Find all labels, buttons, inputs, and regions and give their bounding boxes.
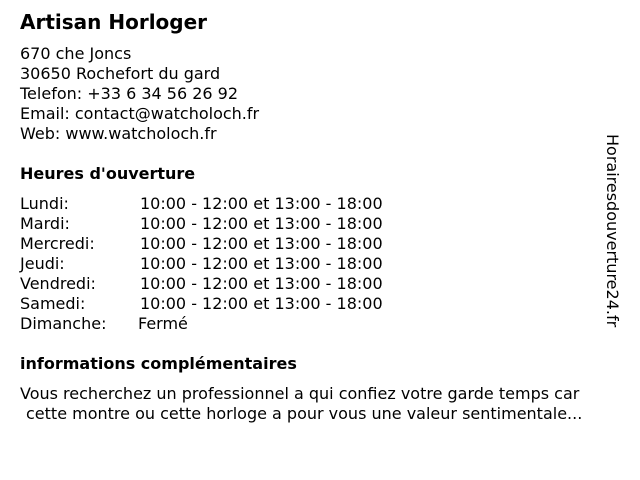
- hours-heading: Heures d'ouverture: [20, 164, 196, 183]
- watermark: [600, 134, 640, 354]
- info-line-1: Vous recherchez un professionnel a qui confiez votre garde temps car: [20, 384, 580, 403]
- day-hours: 10:00 - 12:00 et 13:00 - 18:00: [140, 234, 383, 253]
- info-heading: informations complémentaires: [20, 354, 297, 373]
- address-line-2: 30650 Rochefort du gard: [20, 64, 221, 83]
- watermark-text: Horairesdouverture24.fr: [603, 134, 622, 328]
- web-text: Web: www.watcholoch.fr: [20, 124, 217, 143]
- day-label: Dimanche:: [20, 314, 107, 333]
- day-hours: 10:00 - 12:00 et 13:00 - 18:00: [140, 214, 383, 233]
- day-hours: Fermé: [138, 314, 188, 333]
- info-line-2: cette montre ou cette horloge a pour vous une valeur sentimentale...: [26, 404, 583, 423]
- day-label: Jeudi:: [20, 254, 65, 273]
- business-name: Artisan Horloger: [20, 10, 208, 34]
- day-hours: 10:00 - 12:00 et 13:00 - 18:00: [140, 274, 383, 293]
- day-label: Mercredi:: [20, 234, 95, 253]
- day-hours: 10:00 - 12:00 et 13:00 - 18:00: [140, 294, 383, 313]
- day-hours: 10:00 - 12:00 et 13:00 - 18:00: [140, 194, 383, 213]
- info-description: [20, 384, 632, 424]
- day-label: Mardi:: [20, 214, 70, 233]
- email-text: Email: contact@watcholoch.fr: [20, 104, 260, 123]
- day-label: Lundi:: [20, 194, 69, 213]
- address-line-1: 670 che Joncs: [20, 44, 132, 63]
- phone-text: Telefon: +33 6 34 56 26 92: [20, 84, 239, 103]
- day-label: Samedi:: [20, 294, 86, 313]
- contact-block: [20, 44, 259, 144]
- day-hours: 10:00 - 12:00 et 13:00 - 18:00: [140, 254, 383, 273]
- day-label: Vendredi:: [20, 274, 96, 293]
